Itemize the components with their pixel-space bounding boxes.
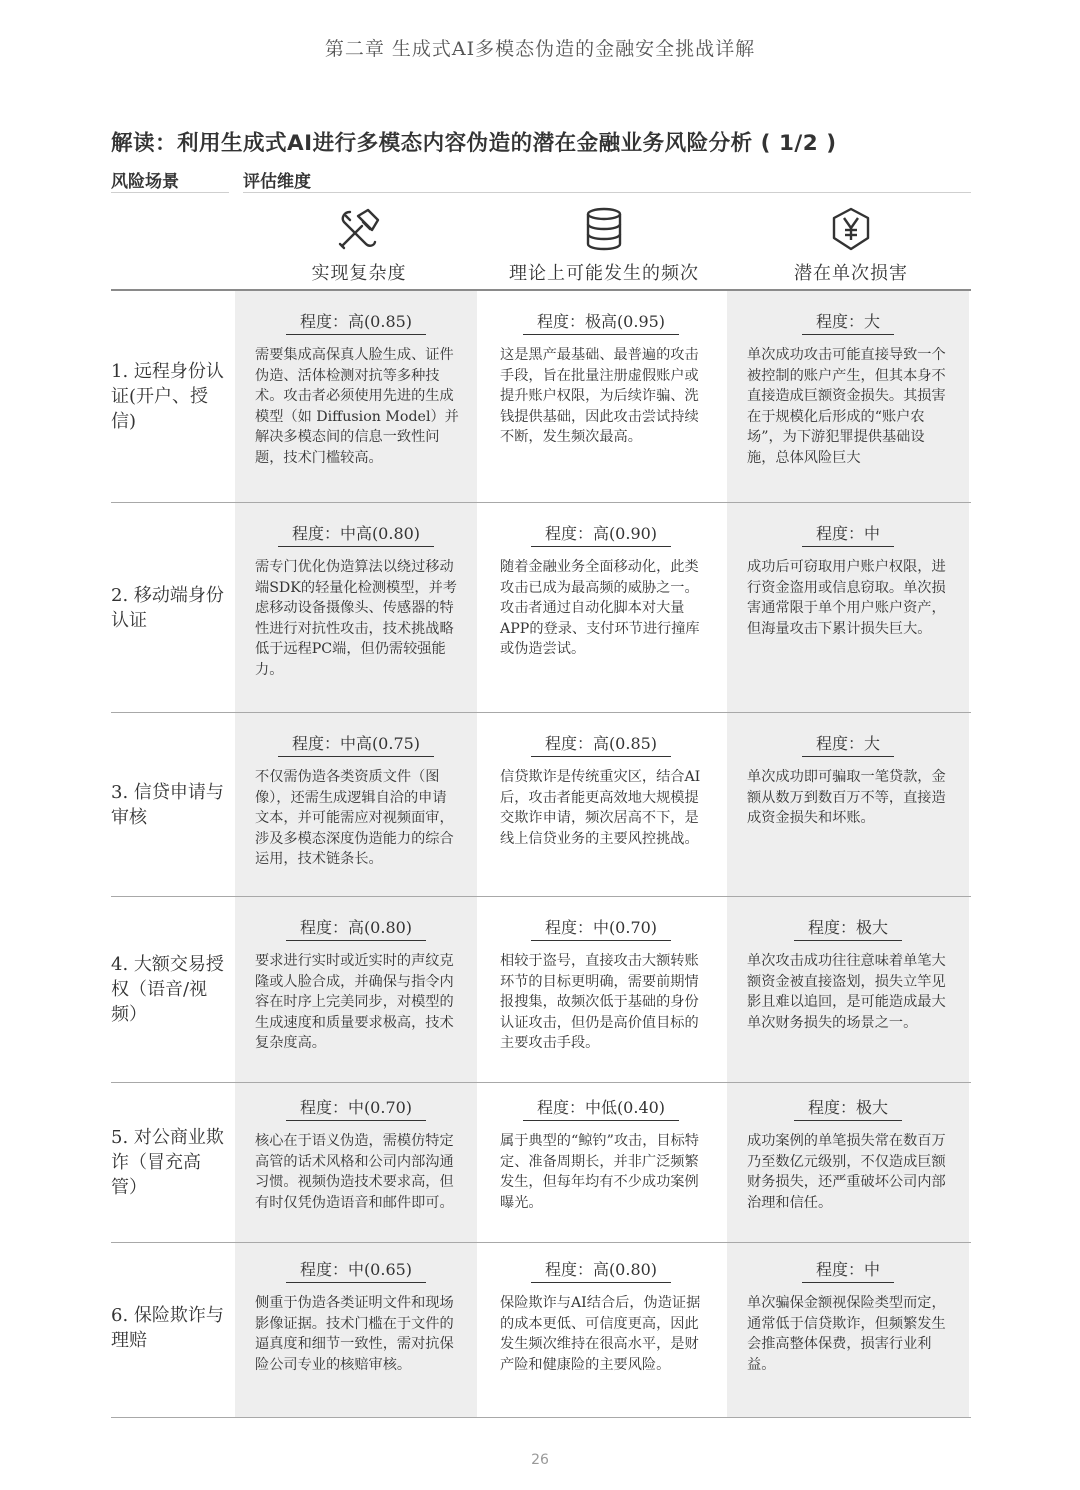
table-cell	[235, 503, 477, 712]
row-scene-label: 1. 远程身份认证(开户、授信)	[111, 361, 224, 432]
table-cell	[235, 1243, 477, 1417]
risk-scene-underline	[111, 192, 229, 193]
yen-shield-icon	[728, 205, 974, 253]
column-label-complexity: 实现复杂度	[311, 263, 407, 284]
risk-scene-label: 风险场景	[111, 172, 179, 192]
table-cell	[235, 897, 477, 1082]
table-row	[111, 503, 971, 713]
table-row	[111, 897, 971, 1083]
cell-text: 要求进行实时或近实时的声纹克隆或人脸合成，并确保与指令内容在时序上完美同步，对模型的生成速度和质量要求极高，技术复杂度高。	[255, 953, 454, 1052]
degree-label: 程度：高(0.80)	[480, 1257, 722, 1283]
column-label-damage: 潜在单次损害	[794, 263, 908, 284]
degree-label: 程度：大	[727, 309, 969, 335]
table-row	[111, 713, 971, 897]
database-icon	[481, 205, 727, 253]
table-row	[111, 1243, 971, 1418]
row-scene-label: 5. 对公商业欺诈（冒充高管）	[111, 1127, 224, 1198]
table-cell	[480, 713, 722, 896]
cell-text: 相较于盗号，直接攻击大额转账环节的目标更明确，需要前期情报搜集，故频次低于基础的身份认证攻击，但仍是高价值目标的主要攻击手段。	[500, 953, 699, 1052]
dimensions-underline	[243, 192, 971, 193]
cell-text: 需要集成高保真人脸生成、证件伪造、活体检测对抗等多种技术。攻击者必须使用先进的生成模型（如 Diffusion Model）并解决多模态间的信息一致性问题，技术门槛较高。	[255, 347, 459, 466]
cell-text: 属于典型的“鲸钓”攻击，目标特定、准备周期长，并非广泛频繁发生，但每年均有不少成功案例曝光。	[500, 1133, 699, 1211]
table-row	[111, 1083, 971, 1243]
page-title: 解读：利用生成式AI进行多模态内容伪造的潜在金融业务风险分析 ( 1/2 )	[111, 131, 837, 156]
table-cell	[480, 1083, 722, 1242]
cell-text: 单次成功攻击可能直接导致一个被控制的账户产生，但其本身不直接造成巨额资金损失。其损害在于规模化后形成的“账户农场”，为下游犯罪提供基础设施，总体风险巨大	[747, 347, 946, 466]
cell-text: 成功案例的单笔损失常在数百万乃至数亿元级别，不仅造成巨额财务损失，还严重破坏公司内部治理和信任。	[747, 1133, 946, 1211]
cell-text: 侧重于伪造各类证明文件和现场影像证据。技术门槛在于文件的逼真度和细节一致性，需对抗保险公司专业的核赔审核。	[255, 1295, 454, 1373]
row-scene-label: 3. 信贷申请与审核	[111, 782, 224, 828]
cell-text: 随着金融业务全面移动化，此类攻击已成为最高频的威胁之一。攻击者通过自动化脚本对大量APP的登录、支付环节进行撞库或伪造尝试。	[500, 559, 700, 658]
degree-label: 程度：大	[727, 731, 969, 757]
cell-text: 信贷欺诈是传统重灾区，结合AI后，攻击者能更高效地大规模提交欺诈申请，频次居高不下，是线上信贷业务的主要风控挑战。	[500, 769, 701, 847]
column-label-frequency: 理论上可能发生的频次	[509, 263, 699, 284]
table-cell	[480, 291, 722, 502]
column-header-complexity	[236, 205, 482, 285]
degree-label: 程度：中(0.70)	[480, 915, 722, 941]
cell-text: 单次攻击成功往往意味着单笔大额资金被直接盗划，损失立竿见影且难以追回，是可能造成最大单次财务损失的场景之一。	[747, 953, 946, 1031]
table-cell	[727, 291, 969, 502]
table-cell	[727, 1243, 969, 1417]
degree-label: 程度：中(0.65)	[235, 1257, 477, 1283]
degree-label: 程度：极大	[727, 915, 969, 941]
degree-label: 程度：高(0.85)	[480, 731, 722, 757]
dimensions-label: 评估维度	[243, 172, 311, 192]
degree-label: 程度：高(0.80)	[235, 915, 477, 941]
table-cell	[727, 503, 969, 712]
cell-text: 不仅需伪造各类资质文件（图像），还需生成逻辑自洽的申请文本，并可能需应对视频面审，涉及多模态深度伪造能力的综合运用，技术链条长。	[255, 769, 454, 868]
row-scene-label: 4. 大额交易授权（语音/视频）	[111, 954, 224, 1025]
cell-text: 单次成功即可骗取一笔贷款，金额从数万到数百万不等，直接造成资金损失和坏账。	[747, 769, 946, 827]
degree-label: 程度：中低(0.40)	[480, 1095, 722, 1121]
table-cell	[480, 1243, 722, 1417]
table-cell	[235, 1083, 477, 1242]
column-header-frequency	[481, 205, 727, 285]
cell-text: 核心在于语义伪造，需模仿特定高管的话术风格和公司内部沟通习惯。视频伪造技术要求高，但有时仅凭伪造语音和邮件即可。	[255, 1133, 454, 1211]
table-cell	[480, 503, 722, 712]
degree-label: 程度：极大	[727, 1095, 969, 1121]
chapter-header: 第二章 生成式AI多模态伪造的金融安全挑战详解	[324, 38, 756, 60]
row-scene-label: 2. 移动端身份认证	[111, 585, 224, 631]
degree-label: 程度：高(0.85)	[235, 309, 477, 335]
table-cell	[235, 291, 477, 502]
page-number: 26	[531, 1452, 549, 1468]
table-cell	[727, 1083, 969, 1242]
table-cell	[480, 897, 722, 1082]
degree-label: 程度：中	[727, 521, 969, 547]
degree-label: 程度：中	[727, 1257, 969, 1283]
table-cell	[235, 713, 477, 896]
degree-label: 程度：中高(0.75)	[235, 731, 477, 757]
table-cell	[727, 897, 969, 1082]
tools-icon	[236, 205, 482, 253]
degree-label: 程度：中(0.70)	[235, 1095, 477, 1121]
degree-label: 程度：极高(0.95)	[480, 309, 722, 335]
cell-text: 保险欺诈与AI结合后，伪造证据的成本更低、可信度更高，因此发生频次维持在很高水平，是财产险和健康险的主要风险。	[500, 1295, 701, 1373]
degree-label: 程度：高(0.90)	[480, 521, 722, 547]
row-scene-label: 6. 保险欺诈与理赔	[111, 1305, 224, 1351]
table-cell	[727, 713, 969, 896]
column-header-damage	[728, 205, 974, 285]
degree-label: 程度：中高(0.80)	[235, 521, 477, 547]
cell-text: 单次骗保金额视保险类型而定，通常低于信贷欺诈，但频繁发生会推高整体保费，损害行业利益。	[747, 1295, 946, 1373]
table-row	[111, 291, 971, 503]
cell-text: 成功后可窃取用户账户权限，进行资金盗用或信息窃取。单次损害通常限于单个用户账户资产，但海量攻击下累计损失巨大。	[747, 559, 946, 637]
cell-text: 这是黑产最基础、最普遍的攻击手段，旨在批量注册虚假账户或提升账户权限，为后续诈骗、洗钱提供基础，因此攻击尝试持续不断，发生频次最高。	[500, 347, 699, 446]
cell-text: 需专门优化伪造算法以绕过移动端SDK的轻量化检测模型，并考虑移动设备摄像头、传感器的特性进行对抗性攻击，技术挑战略低于远程PC端，但仍需较强能力。	[255, 559, 457, 678]
